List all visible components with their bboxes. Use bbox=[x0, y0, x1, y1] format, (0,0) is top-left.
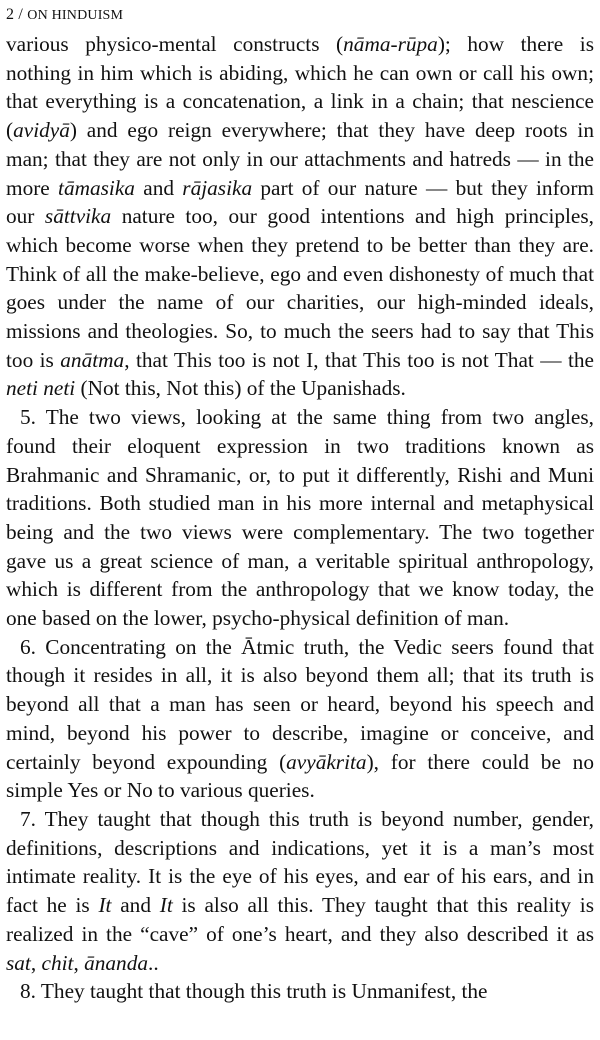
page-number: 2 bbox=[6, 6, 15, 23]
italic-term: It bbox=[98, 893, 112, 918]
header-separator: / bbox=[18, 6, 24, 23]
text-run: ); how there is nothing in him which is abiding, which he can own or call his own; that everything is a concatenation, a link in a chain; that nescience ( bbox=[6, 32, 594, 143]
paragraph-7 bbox=[6, 805, 594, 977]
paragraph-continued bbox=[6, 30, 594, 403]
text-run: (Not this, Not this) of the Upanishads. bbox=[75, 376, 406, 401]
text-run: 6. Concentrating on the Ātmic truth, the Vedic seers found that though it resides in all, it is also beyond them all; that its truth is beyond all that a man has seen or heard, beyond his speech and mind, beyond his power to describe, imagine or conceive, and certainly beyond expounding ( bbox=[6, 634, 594, 774]
italic-term: nāma-rūpa bbox=[343, 32, 438, 56]
text-run: part of our nature — but they inform our bbox=[6, 175, 594, 229]
italic-term: tāmasika bbox=[58, 175, 135, 200]
text-run: ), for there could be no simple Yes or No to various queries. bbox=[6, 749, 594, 803]
italic-term: sāttvika bbox=[44, 204, 112, 229]
italic-term: anātma bbox=[60, 347, 125, 372]
italic-term: sat bbox=[6, 950, 31, 975]
italic-term: chit bbox=[41, 950, 74, 975]
text-run: .. bbox=[148, 950, 159, 975]
italic-term: ānanda bbox=[84, 950, 148, 975]
italic-term: neti neti bbox=[6, 376, 76, 401]
italic-term: rājasika bbox=[182, 175, 253, 200]
paragraph-5 bbox=[6, 403, 594, 633]
running-title: ON HINDUISM bbox=[27, 8, 124, 23]
text-run: , bbox=[73, 950, 85, 975]
paragraph-6 bbox=[6, 633, 594, 805]
text-run: and bbox=[134, 175, 183, 200]
italic-term: avyākrita bbox=[286, 749, 367, 774]
italic-term: It bbox=[159, 893, 173, 918]
text-run: ) and ego reign everywhere; that they have deep roots in man; that they are not only in our attachments and hatreds — in the more bbox=[6, 118, 594, 200]
text-run: , bbox=[30, 950, 42, 975]
text-run: 7. They taught that though this truth is beyond number, gender, definitions, descriptions and indications, yet it is a man’s most intimate reality. It is the eye of his eyes, and ear of his ears, and in fact he is bbox=[6, 806, 594, 918]
italic-term: avidyā bbox=[13, 118, 70, 143]
text-run: is also all this. They taught that this reality is realized in the “cave” of one’s heart, and they also described it as bbox=[6, 893, 595, 946]
paragraph-8 bbox=[6, 977, 594, 1006]
running-head bbox=[6, 0, 594, 30]
text-run: and bbox=[111, 893, 160, 918]
text-run: nature too, our good intentions and high principles, which become worse when they pretend to be better than they are. Think of all the make-believe, ego and even dishonesty of much that goes under the name of our charities, our high-minded ideals, missions and theologies. So, to much the seers had to say that This too is bbox=[6, 204, 594, 372]
text-run: various physico-mental constructs ( bbox=[6, 32, 344, 56]
text-run: , that This too is not I, that This too is not That — the bbox=[124, 347, 594, 372]
body-text bbox=[6, 30, 594, 1006]
text-run: 8. They taught that though this truth is Unmanifest, the bbox=[20, 979, 488, 1004]
text-run: 5. The two views, looking at the same thing from two angles, found their eloquent expression in two traditions known as Brahmanic and Shramanic, or, to put it differently, Rishi and Muni traditions. Both studied man in his more internal and metaphysical being and the two views were complementary. The two together gave us a great science of man, a veritable spiritual anthropology, which is different from the anthropology that we know today, the one based on the lower, psycho-physical definition of man. bbox=[6, 405, 594, 631]
